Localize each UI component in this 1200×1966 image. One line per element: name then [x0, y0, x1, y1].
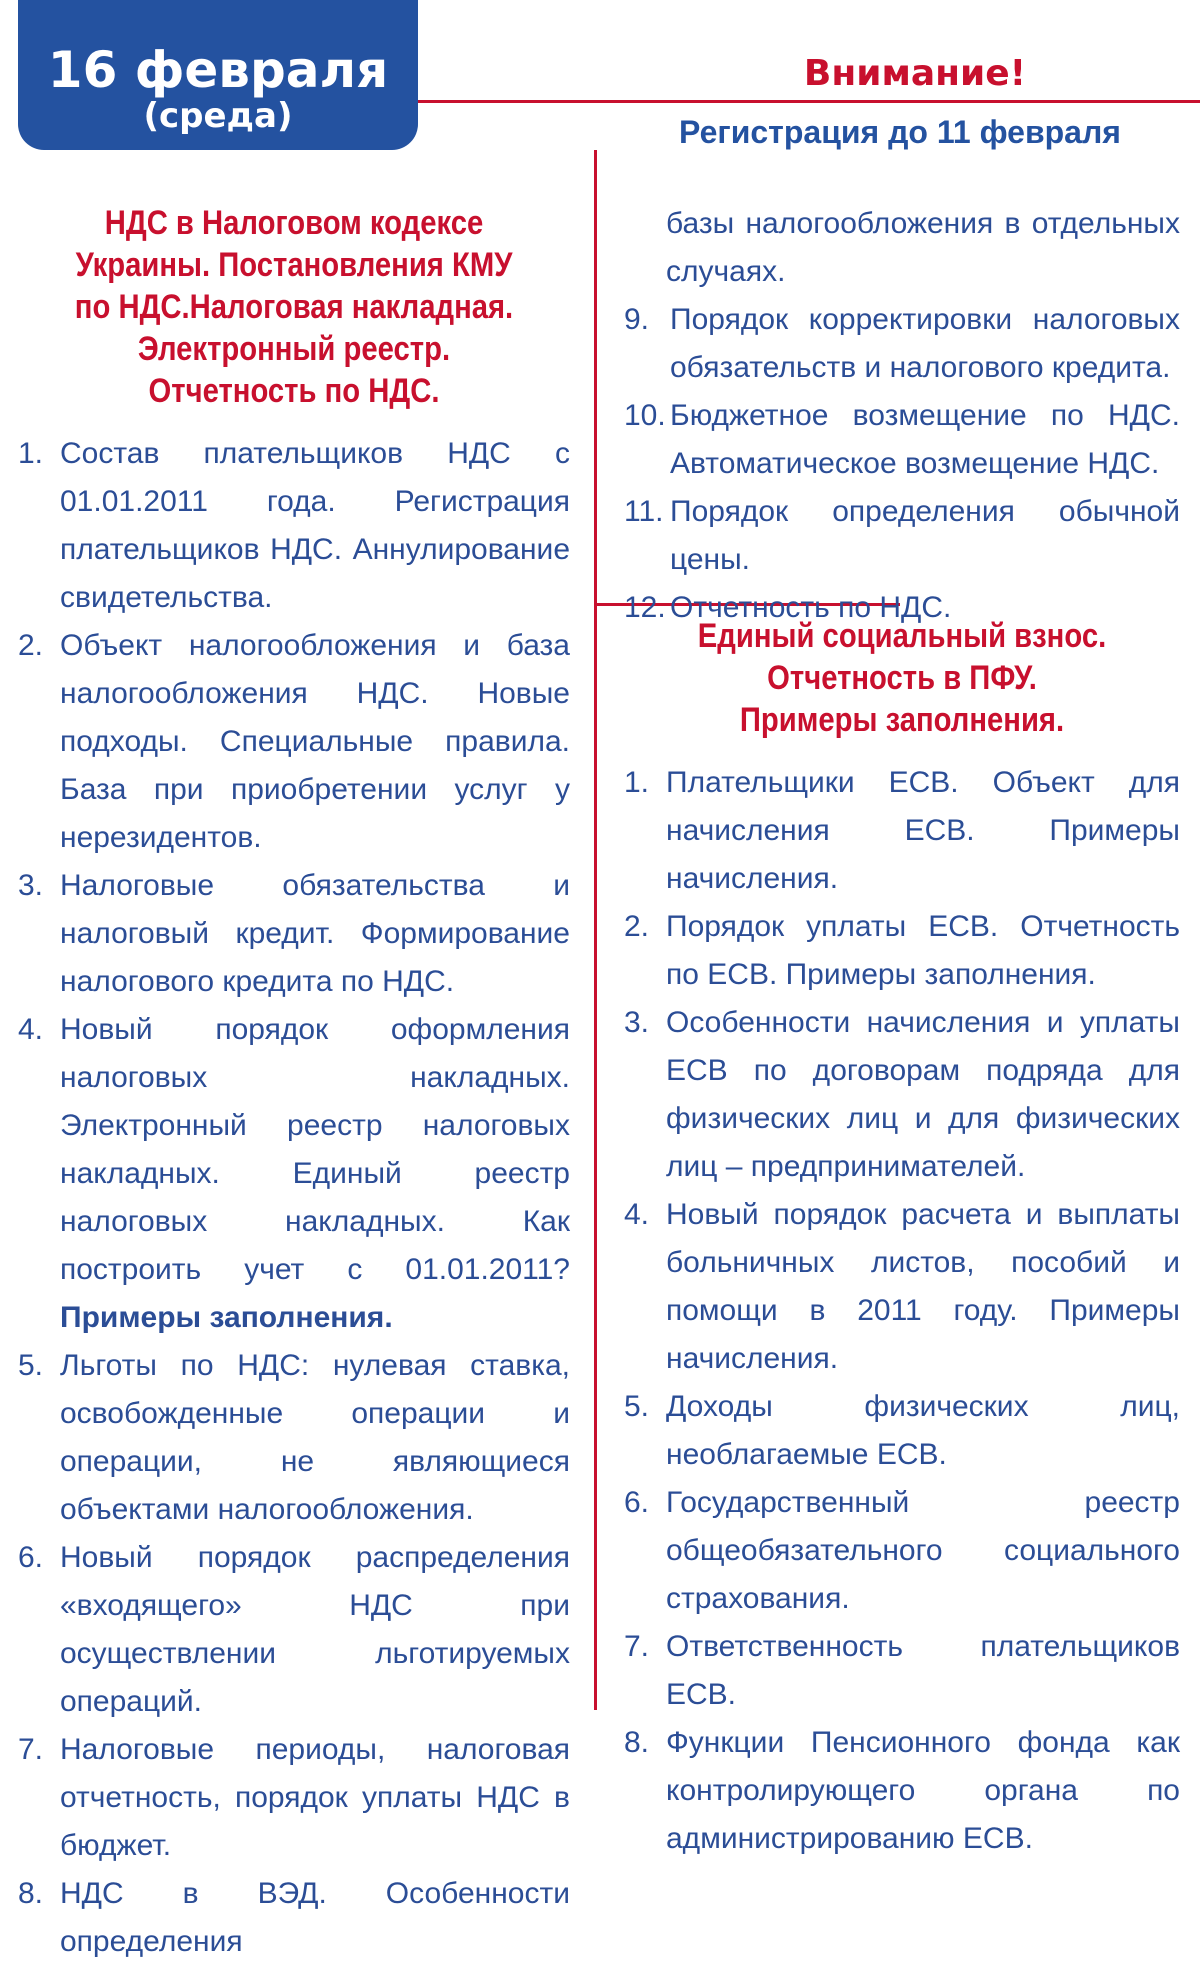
list-item: 6. Государственный реестр общеобязательного социального страхования.	[624, 1486, 1180, 1615]
title-line: Электронный реестр.	[137, 330, 451, 368]
list-item: 5. Доходы физических лиц, необлагаемые ЕСВ.	[624, 1390, 1180, 1471]
list-item: 8. НДС в ВЭД. Особенности определения	[18, 1877, 570, 1958]
title-line: Отчетность по НДС.	[148, 372, 440, 410]
list-item: 3. Особенности начисления и уплаты ЕСВ по договорам подряда для физических лиц и для физических лиц – предпринимателей.	[624, 1006, 1180, 1183]
esv-section-title	[663, 615, 1141, 741]
list-item: 2. Порядок уплаты ЕСВ. Отчетность по ЕСВ. Примеры заполнения.	[624, 910, 1180, 991]
list-item: 9. Порядок корректировки налоговых обязательств и налогового кредита.	[624, 303, 1180, 384]
column-divider	[594, 150, 597, 1710]
list-item: 6. Новый порядок распределения «входящего» НДС при осуществлении льготируемых операций.	[18, 1541, 570, 1718]
title-line: по НДС.Налоговая накладная.	[74, 288, 514, 326]
title-line: Примеры заполнения.	[739, 701, 1065, 739]
list-item: 8. Функции Пенсионного фонда как контролирующего органа по администрированию ЕСВ.	[624, 1726, 1180, 1855]
list-item: 3. Налоговые обязательства и налоговый кредит. Формирование налогового кредита по НДС.	[18, 869, 570, 998]
vat-section-title	[57, 202, 532, 412]
list-item: 7. Налоговые периоды, налоговая отчетность, порядок уплаты НДС в бюджет.	[18, 1733, 570, 1862]
title-line: Отчетность в ПФУ.	[767, 659, 1037, 697]
examples-highlight: Примеры заполнения.	[60, 1301, 393, 1334]
list-item-continuation: базы налогообложения в отдельных случаях.	[666, 207, 1180, 288]
list-item: 12. Отчетность по НДС.	[624, 591, 952, 624]
event-weekday: (среда)	[143, 96, 293, 136]
list-item: 4. Новый порядок расчета и выплаты больничных листов, пособий и помощи в 2011 году. Примеры начисления.	[624, 1198, 1180, 1375]
list-item: 4. Новый порядок оформления налоговых накладных. Электронный реестр налоговых накладных. Единый реестр налоговых накладных. Как построить учет с 01.01.2011? Примеры заполнения.	[18, 1013, 570, 1334]
date-badge	[18, 0, 418, 150]
top-divider	[418, 100, 1200, 103]
list-item: 5. Льготы по НДС: нулевая ставка, освобожденные операции и операции, не являющиеся объектами налогообложения.	[18, 1349, 570, 1526]
list-item: 1. Плательщики ЕСВ. Объект для начисления ЕСВ. Примеры начисления.	[624, 766, 1180, 895]
attention-notice: Внимание!	[803, 53, 1027, 94]
list-item: 7. Ответственность плательщиков ЕСВ.	[624, 1630, 1180, 1711]
vat-section	[18, 202, 570, 1966]
list-item: 10. Бюджетное возмещение по НДС. Автоматическое возмещение НДС.	[624, 399, 1180, 480]
title-line: НДС в Налоговом кодексе	[104, 204, 484, 242]
event-date: 16 февраля	[47, 41, 389, 99]
list-item: 1. Состав плательщиков НДС с 01.01.2011 года. Регистрация плательщиков НДС. Аннулирование свидетельства.	[18, 437, 570, 614]
title-line: Украины. Постановления КМУ	[75, 246, 513, 284]
registration-deadline: Регистрация до 11 февраля	[679, 114, 1121, 150]
title-line: Единый социальный взнос.	[697, 617, 1107, 655]
vat-topics-list	[18, 430, 570, 1966]
list-item: 11. Порядок определения обычной цены.	[624, 495, 1180, 576]
vat-topics-list-continued	[624, 200, 1180, 632]
list-item: 2. Объект налогообложения и база налогообложения НДС. Новые подходы. Специальные правила. База при приобретении услуг у нерезидентов.	[18, 629, 570, 854]
vat-section-continued	[624, 200, 1180, 632]
esv-topics-list	[624, 759, 1180, 1863]
esv-section	[624, 615, 1180, 1863]
